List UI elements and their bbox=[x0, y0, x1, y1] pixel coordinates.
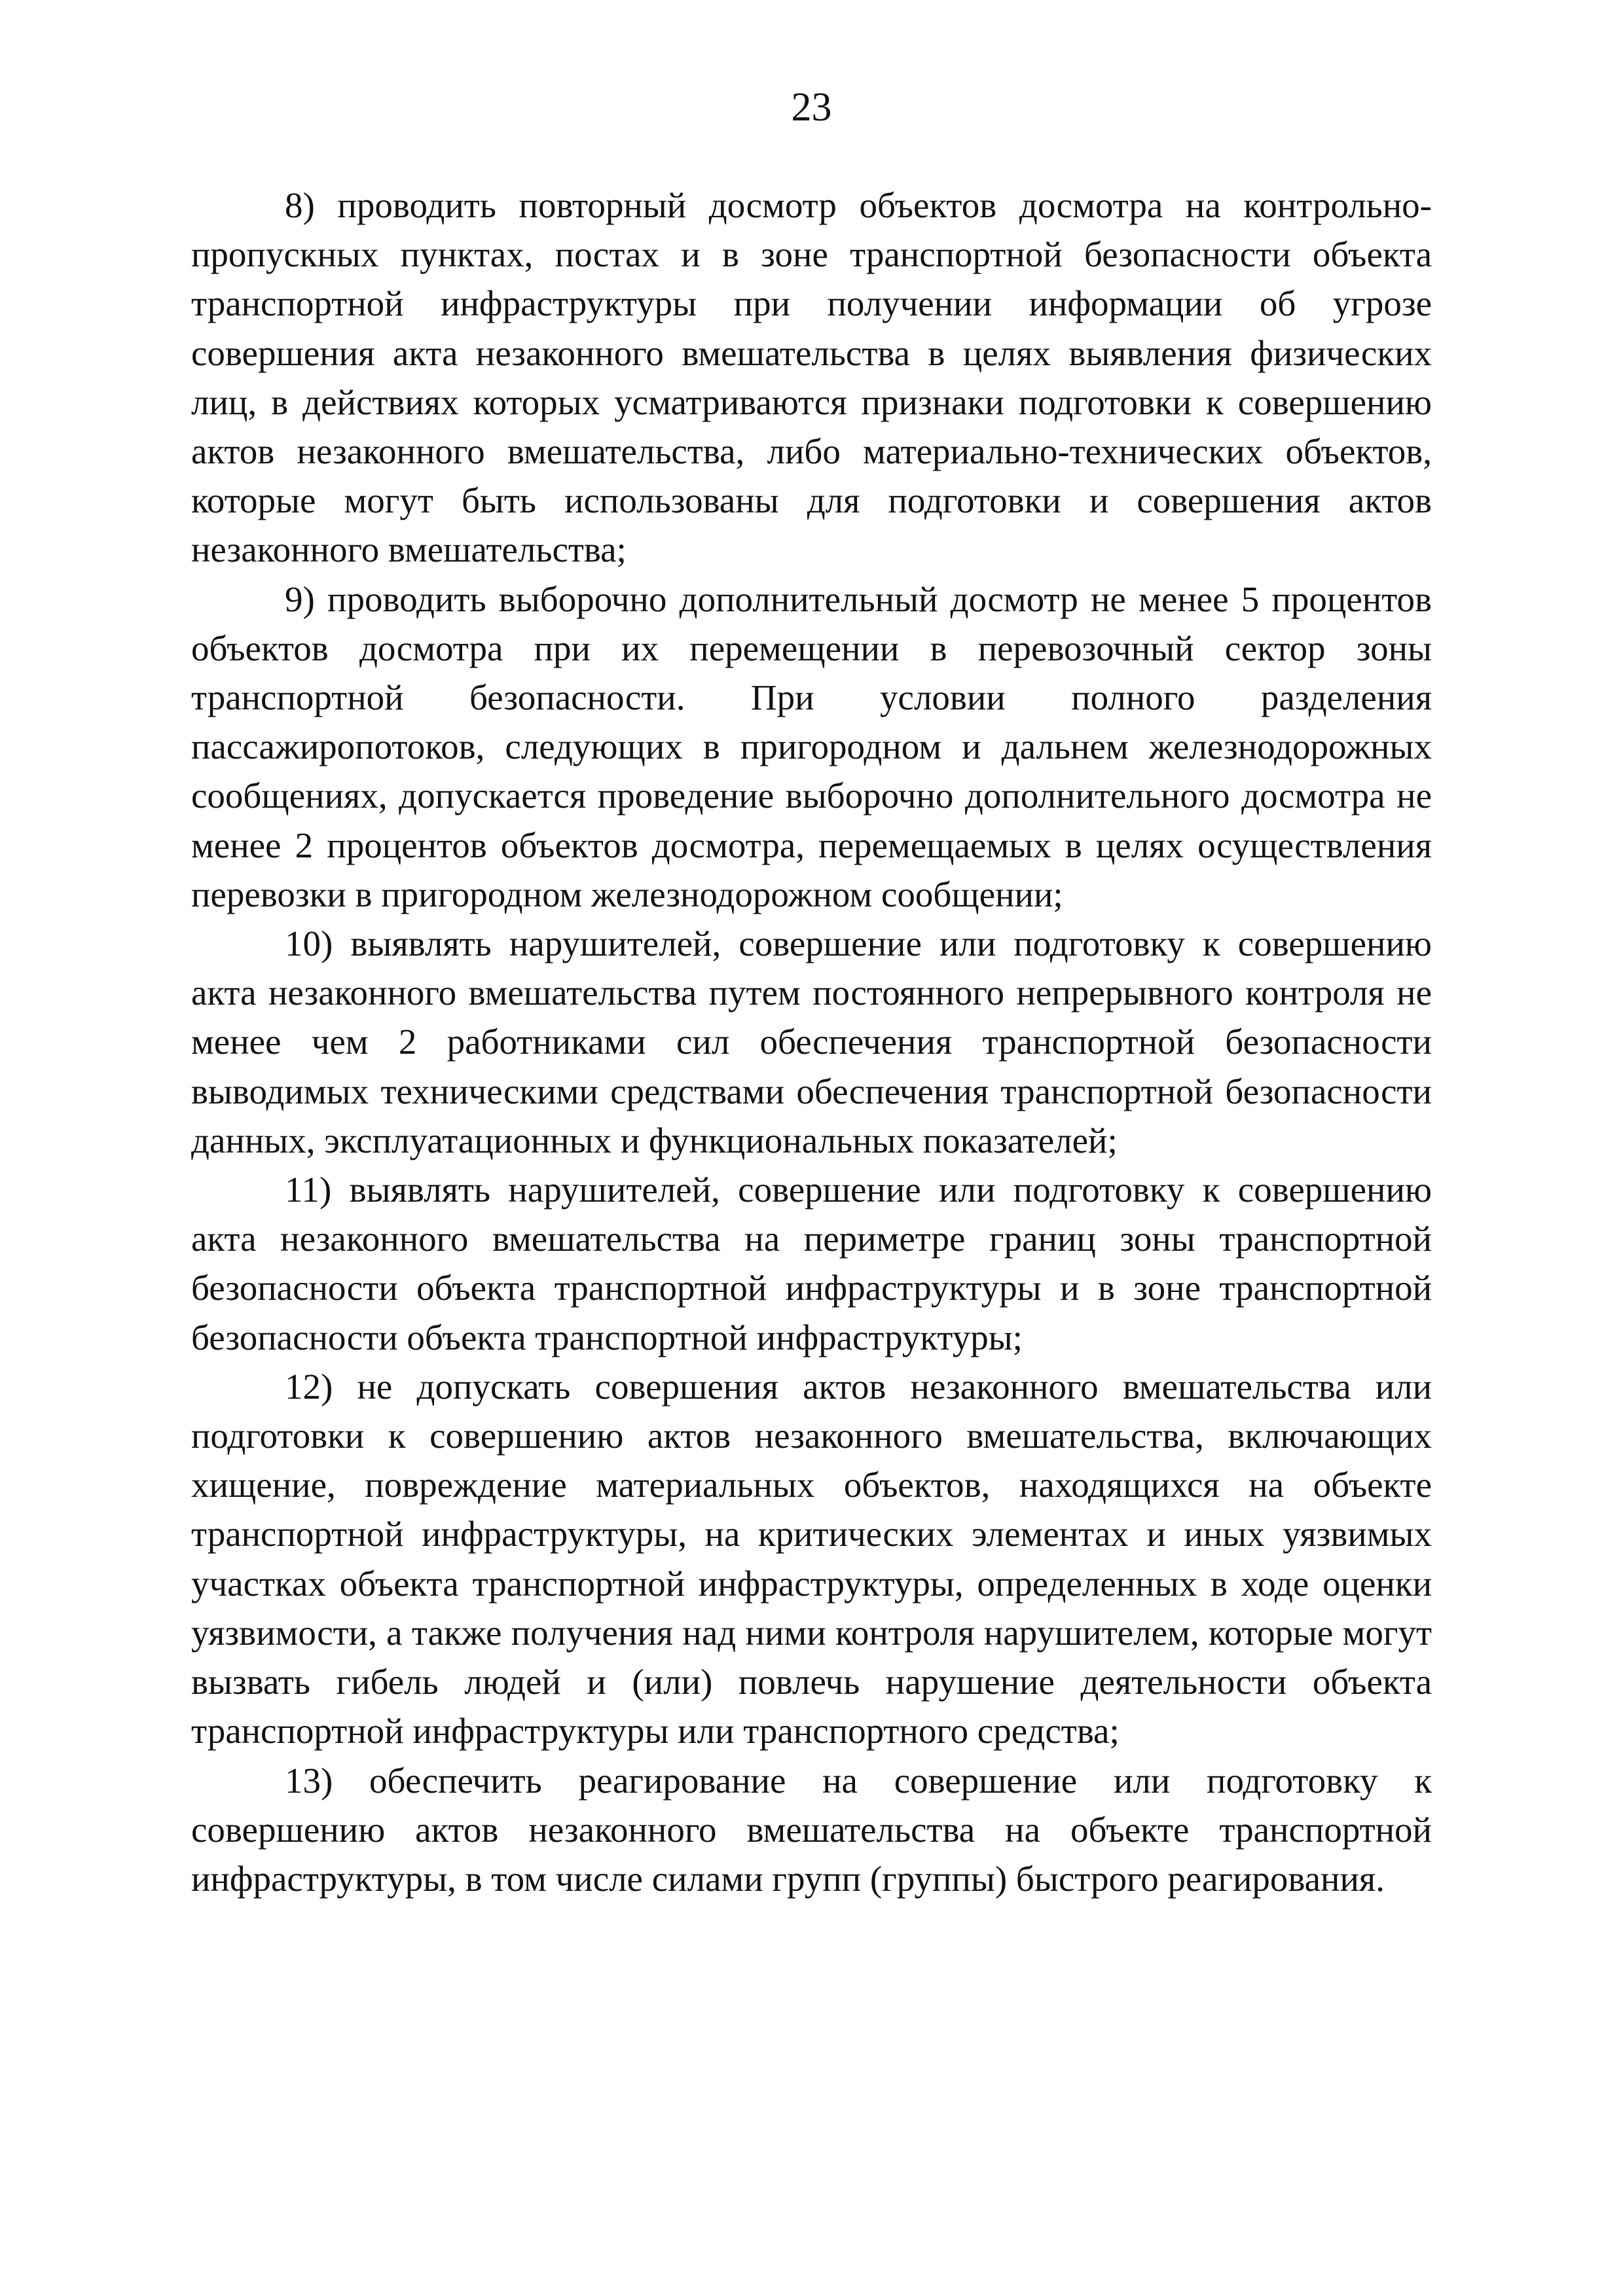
paragraph-item-11: 11) выявлять нарушителей, совершение или подготовку к совершению акта незаконного вмешательства на периметре границ зоны транспортной безопасности объекта транспортной инфраструктуры и в зоне транспортной безопасности объекта транспортной инфраструктуры; bbox=[191, 1170, 1432, 1357]
page-number: 23 bbox=[791, 85, 832, 130]
document-body bbox=[191, 181, 1432, 1903]
paragraph-item-12: 12) не допускать совершения актов незаконного вмешательства или подготовки к совершению актов незаконного вмешательства, включающих хищение, повреждение материальных объектов, находящихся на объекте транспортной инфраструктуры, на критических элементах и иных уязвимых участках объекта транспортной инфраструктуры, определенных в ходе оценки уязвимости, а также получения над ними контроля нарушителем, которые могут вызвать гибель людей и (или) повлечь нарушение деятельности объекта транспортной инфраструктуры или транспортного средства; bbox=[191, 1366, 1432, 1751]
paragraph-item-8: 8) проводить повторный досмотр объектов досмотра на контрольно-пропускных пунктах, постах и в зоне транспортной безопасности объекта транспортной инфраструктуры при получении информации об угрозе совершения акта незаконного вмешательства в целях выявления физических лиц, в действиях которых усматриваются признаки подготовки к совершению актов незаконного вмешательства, либо материально-технических объектов, которые могут быть использованы для подготовки и совершения актов незаконного вмешательства; bbox=[191, 185, 1432, 570]
paragraph-item-10: 10) выявлять нарушителей, совершение или подготовку к совершению акта незаконного вмешательства путем постоянного непрерывного контроля не менее чем 2 работниками сил обеспечения транспортной безопасности выводимых техническими средствами обеспечения транспортной безопасности данных, эксплуатационных и функциональных показателей; bbox=[191, 924, 1432, 1160]
paragraph-item-13: 13) обеспечить реагирование на совершение или подготовку к совершению актов незаконного вмешательства на объекте транспортной инфраструктуры, в том числе силами групп (группы) быстрого реагирования. bbox=[191, 1760, 1432, 1899]
paragraph-item-9: 9) проводить выборочно дополнительный досмотр не менее 5 процентов объектов досмотра при их перемещении в перевозочный сектор зоны транспортной безопасности. При условии полного разделения пассажиропотоков, следующих в пригородном и дальнем железнодорожных сообщениях, допускается проведение выборочно дополнительного досмотра не менее 2 процентов объектов досмотра, перемещаемых в целях осуществления перевозки в пригородном железнодорожном сообщении; bbox=[191, 579, 1432, 914]
